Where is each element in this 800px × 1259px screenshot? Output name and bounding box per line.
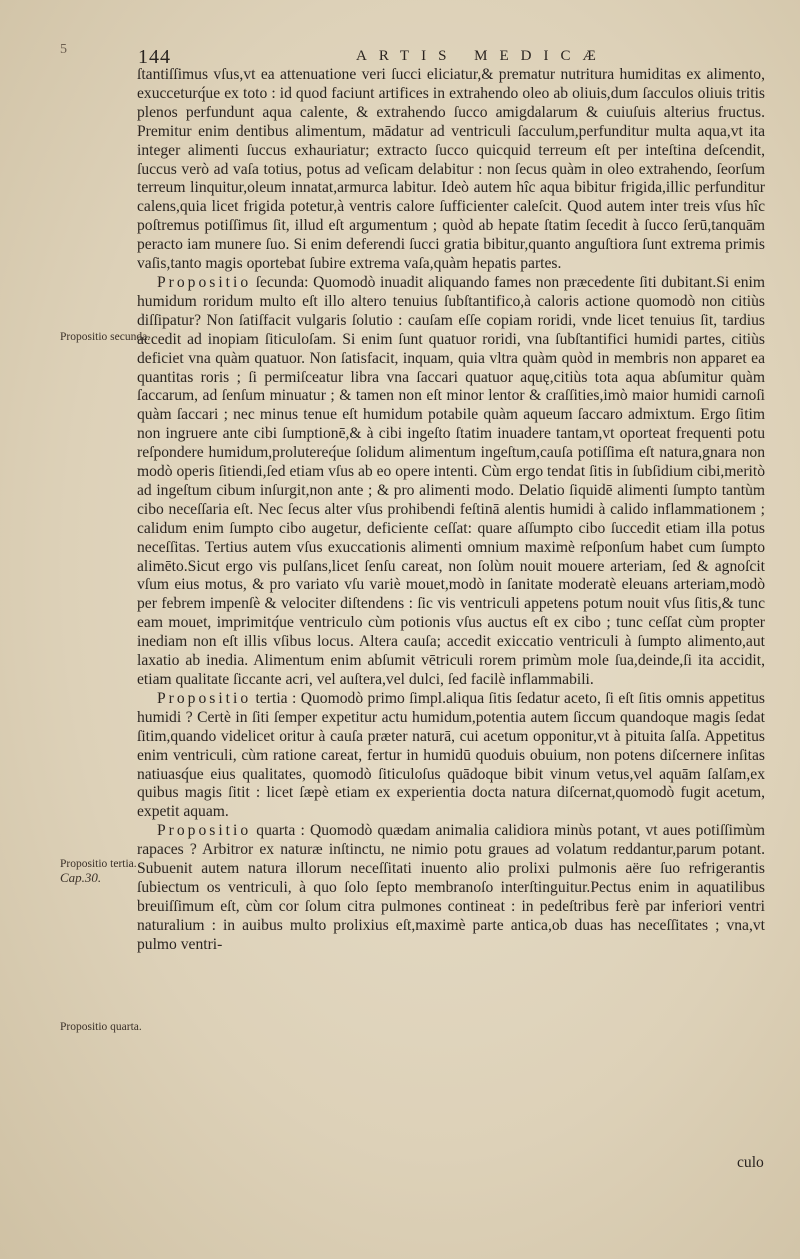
paragraph-propositio-secunda: [137, 274, 765, 690]
page-number: 144: [138, 46, 171, 68]
paragraph-1: ſtantiſſimus vſus,vt ea attenuatione veri ſucci eliciatur,& prematur nutritura humiditas ex alimento, exucceturq́ue ex toto : id quod faciunt artifices in extrahendo oleo ab oliuis,dum ſacculos oliuis tritis plenos perfundunt aqua calente, & extrahendo ſucco amigdalarum & cuiuſuis alterius fructus. Premitur enim dentibus alimentum, mādatur ad ventriculi ſacculum,perfunditur multa aqua,vt ita integer alimenti ſuccus exhauriatur; extracto ſucco quicquid terreum eſt per inteſtina deſcendit, ſuccus verò ad vaſa totius, potus ad veſicam delabitur : non ſecus quàm in oleo extrahendo, ſeorſum terreum linquitur,oleum innatat,armurca labitur. Ideò autem hîc aqua bibitur frigida,illic perfunditur calens,quia licet frigida potetur,à ventris calore ſufficienter caleſcit. Quod autem inter treis vſus hîc poſtremus potiſſimus ſit, illud eſt argumentum ; quòd ab hepate ſtatim ſecedit à ſucco ſerū,tanquām peracto iam munere ſuo. Si enim deferendi ſucci gratia bibitur,quanto anguſtiora ſunt extrema primis vaſis,tanto magis oportebat ſubire extrema vaſa,quàm hepatis partes.: [137, 66, 765, 273]
paragraph-propositio-quarta: [137, 822, 765, 954]
margin-note-text: Propositio tertia.: [60, 858, 137, 870]
running-head: ARTIS MEDICÆ: [356, 48, 608, 64]
margin-note-text: Propositio secunda.: [60, 331, 151, 343]
propositio-lead: Propositio: [157, 273, 252, 291]
margin-note-text: Propositio quarta.: [60, 1021, 142, 1033]
signature-mark: 5: [60, 42, 67, 57]
paragraph-propositio-tertia: [137, 690, 765, 822]
main-text: [137, 66, 765, 955]
propositio-lead: Propositio: [157, 689, 252, 707]
margin-note-tertia: [60, 858, 137, 886]
chapter-reference: Cap.30.: [60, 870, 102, 885]
paragraph-text: ſecunda: Quomodò inuadit aliquando fames non præcedente ſiti dubitant.Si enim humidum roridum multo eſt illo altero tenuius ſubſtantifico,à caloris actione quomodò non citiùs diſſipatur? Non ſatiſfacit vulgaris ſolutio : cauſam eſſe copiam roridi, vnde licet tenuius ſit, tardius accedit ad inopiam ſiticuloſam. Si enim ſunt quatuor roridi, vna ſubſtantifici humidi partes, citiùs deficiet vna quàm quatuor. Non ſatisfacit, inquam, quia vltra quàm quòd in membris non apparet ea quantitas roris ; ſi permiſceatur libra vna ſaccari quatuor aquę,citiùs tota aqua abſumitur quàm ſaccarum, ad ſenſum minuatur ; & tamen non eſt minor lentor & craſſities,imò maior humidi carnoſi quàm ſaccari ; nec minus tenue eſt humidum potabile quàm aqueum ſaccaro admixtum. Ergo ſitim non ingruere ante cibi ſumptionē,& à cibi ingeſto ſtatim inuadere tantam,vt oporteat frequenti potu reſpondere humidum,prolutereq́ue ſolidum alimentum ingeſtum,cauſa potiſſima eſt natura,gnara non modò operis ſitiendi,ſed etiam vſus ab eo opere intenti. Cùm ergo tendat ſitis in ſubſidium cibi,meritò ad ingeſtum cibum inſurgit,non ante ; & pro alimenti modo. Delatio ſiquidē alimenti ſumpto tantùm cibo neceſſaria eſt. Nec ſecus alter vſus prohibendi feſtinā alentis humidi à calido inflammationem ; calidum enim ſumpto cibo augetur, deficiente ceſſat: quare aſſumpto cibo ſuccedit etiam illa potus neceſſitas. Tertius autem vſus exuccationis alimenti omnium maximè reſponſum habet cum ſumpto alimēto.Sicut ergo vis pulſans,licet ſenſu careat, non ſolùm nouit mouere arteriam, ſed & agnoſcit vſum eius motus, & pro variato vſu variè mouet,modò in ſanitate moderatè eleuans arteriam,modò per febrem impenſè & velociter diſtendens : ſic vis ventriculi appetens potum nouit vſus ſitis,& tunc eam mouet, imprimitq́ue ventriculo cùm potionis vſus auctus eſt ex cibo ; tunc ceſſat cùm propter inediam non eſt illis vſibus locus. Altera cauſa; accedit exiccatio ventriculi à ſumpto alimento,aut laxatio ab inedia. Alimentum enim abſumit vētriculi rorem primùm mole ſua,deinde,ſi ita accidit, etiam qualitate ſiccante acri, vel auſtera,vel dulci, ſed facilè inflammabili.: [137, 273, 765, 688]
paragraph-text: quarta : Quomodò quædam animalia calidiora minùs potant, vt aues potiſſimùm rapaces ? Arbitror ex naturæ inſtinctu, ne nimio potu graues ad volatum reddantur,parum potant. Subuenit autem natura illorum neceſſitati inuento alio prolixi pulmonis aëre ſuo refrigerantis ſubiectum os ventriculi, à quo ſolo ſepto membranoſo interſtinguitur.Pectus enim in aquatilibus breuiſſimum eſt, cùm cor ſolum citra pulmones contineat : in pedeſtribus ferè par inferiori ventri naturalium : in auibus multo prolixius eſt,maximè parte antica,ob duas has neceſſitates ; vna,vt pulmo ventri-: [137, 822, 765, 953]
catchword: culo: [737, 1154, 764, 1171]
propositio-lead: Propositio: [157, 822, 252, 840]
paragraph-text: tertia : Quomodò primo ſimpl.aliqua ſitis ſedatur aceto, ſi eſt ſitis omnis appetitus humidi ? Certè in ſiti ſemper expetitur actu humidum,potentia autem ſiccum quandoque magis ſedat ſitim,quando videlicet oritur à cauſa præter naturā, cui acetum opponitur,vt à pituita ſalſa. Appetitus enim ventriculi, cùm ratione careat, fertur in humidū quoduis obuium, non potens diſcernere inſitas natiuasq́ue eius qualitates, quomodò ſiticuloſus quādoque bibit vinum vetus,vel aquām ſalſam,ex quibus magis ſitit : licet ſæpè etiam ex experientia docta natura diſcernat,quomodò fugit acetum, expetit aquam.: [137, 689, 765, 821]
margin-note-quarta: [60, 1021, 142, 1034]
